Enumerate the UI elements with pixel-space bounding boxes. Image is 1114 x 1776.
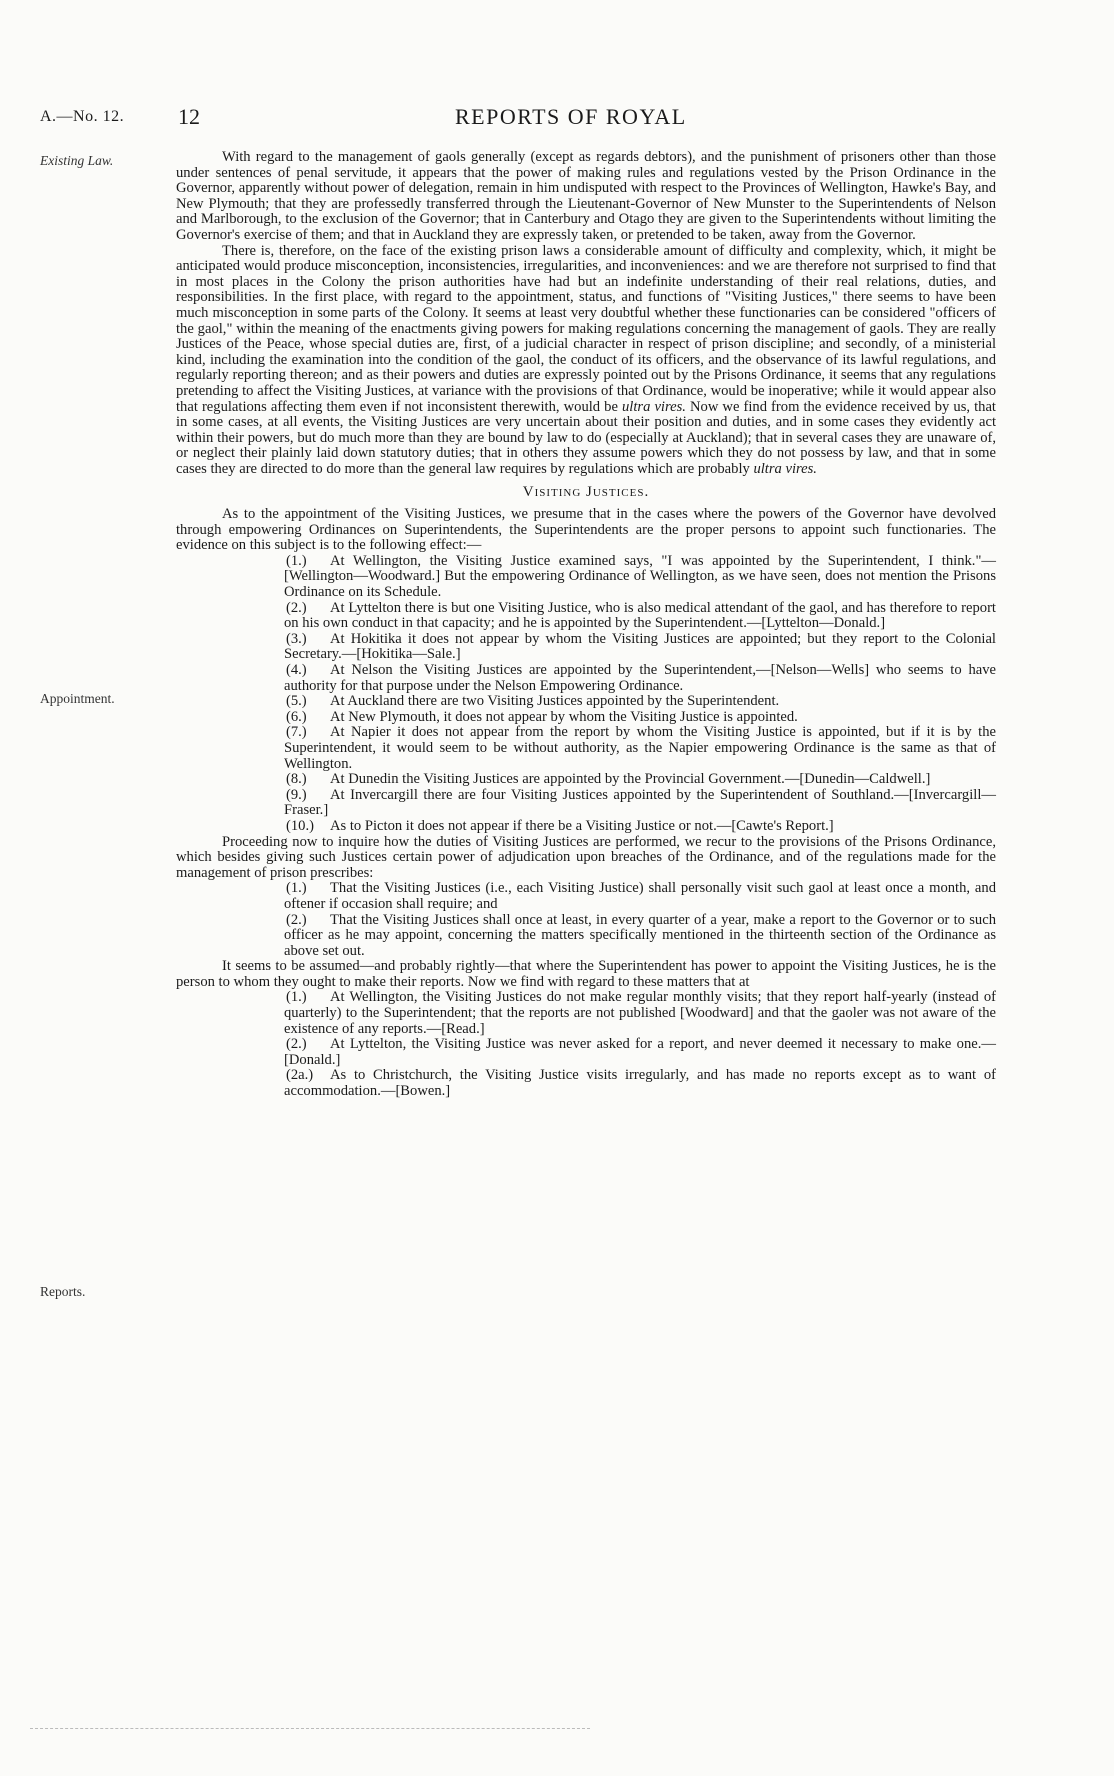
- margin-note-appointment: Appointment.: [40, 691, 115, 706]
- list-item: (2.) At Lyttelton there is but one Visiting Justice, who is also medical attendant of the gaol, and has therefore to report on his own conduct in that capacity; and he is appointed by the Superintendent.—[Lyttelton—Donald.]: [284, 599, 996, 632]
- list-item: (1.) That the Visiting Justices (i.e., each Visiting Justice) shall personally visit such gaol at least once a month, and oftener if occasion shall require; and: [284, 880, 996, 912]
- paragraph-complexity-text: There is, therefore, on the face of the existing prison laws a considerable amount of difficulty and complexity, which, it might be anticipated would produce misconception, inconsistencies, irregularities, and inconveniences: and we are therefore not surprised to find that in most places in the Colony the prison authorities have had but an indefinite understanding of their real relations, duties, and responsibilities. In the first place, with regard to the appointment, status, and functions of "Visiting Justices," there seems to have been much misconception in some parts of the Colony. It seems at least very doubtful whether these functionaries can be considered "officers of the gaol," within the meaning of the enactments giving powers for making regulations concerning the management of gaols. They are really Justices of the Peace, whose special duties are, first, of a judicial character in respect of prison discipline; and secondly, of a ministerial kind, including the examination into the condition of the gaol, the conduct of its officers, and the observance of its lawful regulations, and regularly reporting thereon; and as their powers and duties are expressly pointed out by the Prisons Ordinance, it seems that any regulations pretending to affect the Visiting Justices, at variance with the provisions of that Ordinance, would be inoperative; while it would appear also that regulations affecting them even if not inconsistent therewith, would be: [176, 242, 996, 415]
- list-item: (10.) As to Picton it does not appear if there be a Visiting Justice or not.—[Cawte's Report.]: [286, 817, 834, 834]
- paragraph-appointment: As to the appointment of the Visiting Justices, we presume that in the cases where the powers of the Governor have devolved through empowering Ordinances on Superintendents, the Superintendents are the proper persons to appoint such functionaries. The evidence on this subject is to the following effect:—: [176, 506, 996, 554]
- appointment-list: [176, 554, 996, 835]
- paragraph-reports-intro: It seems to be assumed—and probably rightly—that where the Superintendent has power to appoint the Visiting Justices, he is the person to whom they ought to make their reports. Now we find with regard to these matters that at: [176, 958, 996, 990]
- paragraph-complexity-cont: Now we find from the evidence received by us, that in some cases, at all events, the Visiting Justices are very uncertain about their position and duties, and in some cases they evidently act within their powers, but do much more than they are bound by law to do (especially at Auckland); that in several cases they are unaware of, or neglect their plainly laid down statutory duties; that in others they assume powers which they do not possess by law, and that in some cases they are directed to do more than the general law requires by regulations which are probably: [176, 398, 996, 477]
- duty-list: [176, 881, 996, 959]
- section-heading: Visiting Justices.: [522, 484, 650, 501]
- paragraph-complexity: [176, 244, 996, 478]
- reports-list: [176, 990, 996, 1099]
- list-item: (5.) At Auckland there are two Visiting Justices appointed by the Superintendent.: [286, 693, 780, 710]
- paragraph-existing-law: With regard to the management of gaols generally (except as regards debtors), and the punishment of prisoners other than those under sentences of penal servitude, it appears that the power of making rules and regulations vested by the Prison Ordinance in the Governor, apparently without power of delegation, remain in him undisputed with respect to the Provinces of Wellington, Hawke's Bay, and New Plymouth; that they are professedly transferred through the Lieutenant-Governor of New Munster to the Superintendents of Nelson and Marlborough, to the exclusion of the Governor; that in Canterbury and Otago they are given to the Superintendents without limiting the Governor's exercise of them; and that in Auckland they are expressly taken, or pretended to be taken, away from the Governor.: [176, 149, 996, 243]
- list-item: (2a.) As to Christchurch, the Visiting Justice visits irregularly, and has made no reports except as to want of accommodation.—[Bowen.]: [284, 1067, 996, 1100]
- italic-ultra-vires: ultra vires.: [622, 398, 686, 415]
- list-item: (1.) At Wellington, the Visiting Justices do not make regular monthly visits; that they report half-yearly (instead of quarterly) to the Superintendent; that the reports are not published [Woodward] and that the gaoler was not aware of the existence of any reports.—[Read.]: [284, 989, 996, 1037]
- running-title: REPORTS OF ROYAL: [455, 104, 687, 129]
- list-item: (6.) At New Plymouth, it does not appear by whom the Visiting Justice is appointed.: [286, 708, 798, 725]
- list-item: (1.) At Wellington, the Visiting Justice examined says, "I was appointed by the Superintendent, I think."—[Wellington—Woodward.] But the empowering Ordinance of Wellington, as we have seen, does not mention the Prisons Ordinance on its Schedule.: [284, 552, 996, 601]
- margin-note-reports: Reports.: [40, 1284, 86, 1299]
- margin-note-existing-law: Existing Law.: [40, 153, 114, 168]
- list-item: (3.) At Hokitika it does not appear by whom the Visiting Justices are appointed; but they report to the Colonial Secretary.—[Hokitika—Sale.]: [284, 630, 996, 663]
- list-item: (7.) At Napier it does not appear from the report by whom the Visiting Justice is appointed, but if it is by the Superintendent, it would seem to be without authority, as the Napier empowering Ordinance is the same as that of Wellington.: [284, 724, 996, 772]
- scan-artifact-line: [30, 1728, 590, 1730]
- paragraph-duties: Proceeding now to inquire how the duties of Visiting Justices are performed, we recur to the provisions of the Prisons Ordinance, which besides giving such Justices certain power of adjudication upon breaches of the Ordinance, and of the regulations made for the management of prison prescribes:: [176, 833, 996, 881]
- list-item: (4.) At Nelson the Visiting Justices are appointed by the Superintendent,—[Nelson—Wells] who seems to have authority for that purpose under the Nelson Empowering Ordinance.: [284, 662, 996, 694]
- list-item: (8.) At Dunedin the Visiting Justices are appointed by the Provincial Government.—[Dunedin—Caldwell.]: [286, 771, 931, 788]
- page-number: 12: [178, 104, 200, 129]
- main-text: [176, 150, 996, 1100]
- list-item: (9.) At Invercargill there are four Visiting Justices appointed by the Superintendent of Southland.—[Invercargill—Fraser.]: [284, 786, 996, 819]
- list-item: (2.) At Lyttelton, the Visiting Justice was never asked for a report, and never deemed it necessary to make one.—[Donald.]: [284, 1036, 996, 1068]
- italic-ultra-vires-2: ultra vires.: [753, 460, 817, 477]
- document-reference: A.—No. 12.: [40, 108, 125, 125]
- page-header: [0, 104, 1114, 136]
- list-item: (2.) That the Visiting Justices shall once at least, in every quarter of a year, make a report to the Governor or to such officer as he may appoint, concerning the matters specifically mentioned in the thirteenth section of the Ordinance as above set out.: [284, 911, 996, 959]
